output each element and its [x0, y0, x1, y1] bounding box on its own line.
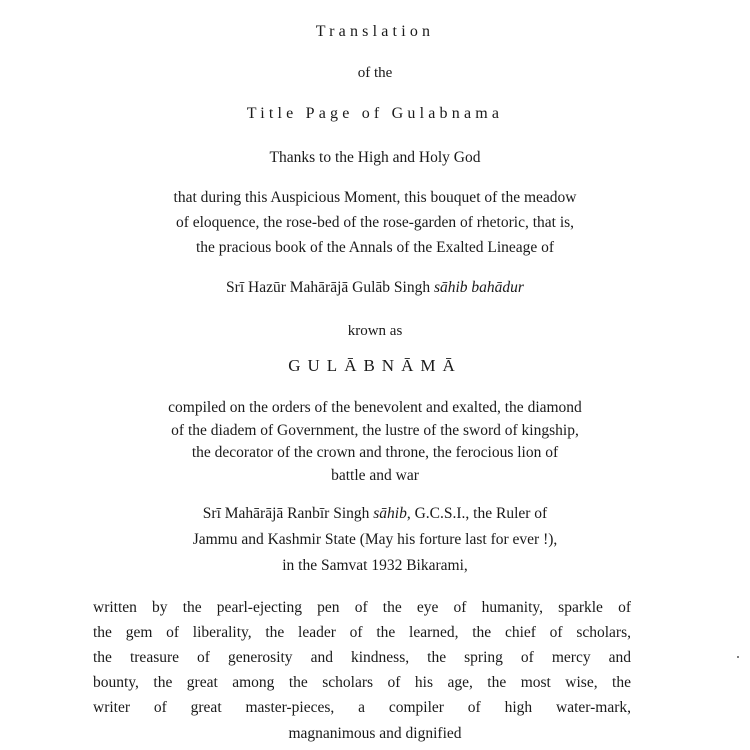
intro-line-3: the pracious book of the Annals of the Exalted Lineage of	[195, 239, 555, 256]
written-line-5: writer of great master-pieces, a compiler of high water-mark,	[93, 699, 631, 716]
written-line-3: the treasure of generosity and kindness, the spring of mercy and	[93, 649, 631, 666]
ruler-line-2: Jammu and Kashmir State (May his forture last for ever !),	[192, 531, 558, 548]
book-title: GULĀBNĀMĀ	[288, 356, 462, 375]
heading-title-page: Title Page of Gulabnama	[246, 105, 504, 122]
written-line-4: bounty, the great among the scholars of his age, the most wise, the	[93, 674, 631, 691]
ruler-line-1b: , G.C.S.I., the Ruler of	[406, 505, 548, 522]
written-line-2: the gem of liberality, the leader of the learned, the chief of scholars,	[93, 624, 631, 641]
ruler-line-1-italic: sāhib	[373, 505, 407, 522]
compiled-line-2: of the diadem of Government, the lustre of the sword of kingship,	[171, 422, 579, 439]
ruler-line-3: in the Samvat 1932 Bikarami,	[282, 557, 468, 574]
intro-line-2: of eloquence, the rose-bed of the rose-garden of rhetoric, that is,	[175, 214, 575, 231]
compiled-line-1: compiled on the orders of the benevolent and exalted, the diamond	[168, 399, 582, 416]
written-line-1: written by the pearl-ejecting pen of the eye of humanity, sparkle of	[93, 599, 631, 616]
ruler-line-1	[0, 504, 750, 524]
heading-thanks: Thanks to the High and Holy God	[269, 149, 481, 166]
heading-translation: Translation	[315, 23, 435, 40]
known-as: krown as	[347, 323, 403, 339]
name-line	[0, 278, 750, 298]
compiled-line-4: battle and war	[331, 467, 419, 484]
intro-line-1: that during this Auspicious Moment, this bouquet of the meadow	[173, 189, 577, 206]
written-line-6: magnanimous and dignified	[288, 725, 462, 742]
speck-mark	[737, 656, 739, 658]
name-line-plain: Srī Hazūr Mahārājā Gulāb Singh	[226, 279, 434, 296]
ruler-line-1a: Srī Mahārājā Ranbīr Singh	[202, 505, 374, 522]
name-line-italic: sāhib bahādur	[433, 279, 524, 296]
compiled-line-3: the decorator of the crown and throne, the ferocious lion of	[191, 444, 559, 461]
heading-of-the: of the	[357, 65, 393, 81]
